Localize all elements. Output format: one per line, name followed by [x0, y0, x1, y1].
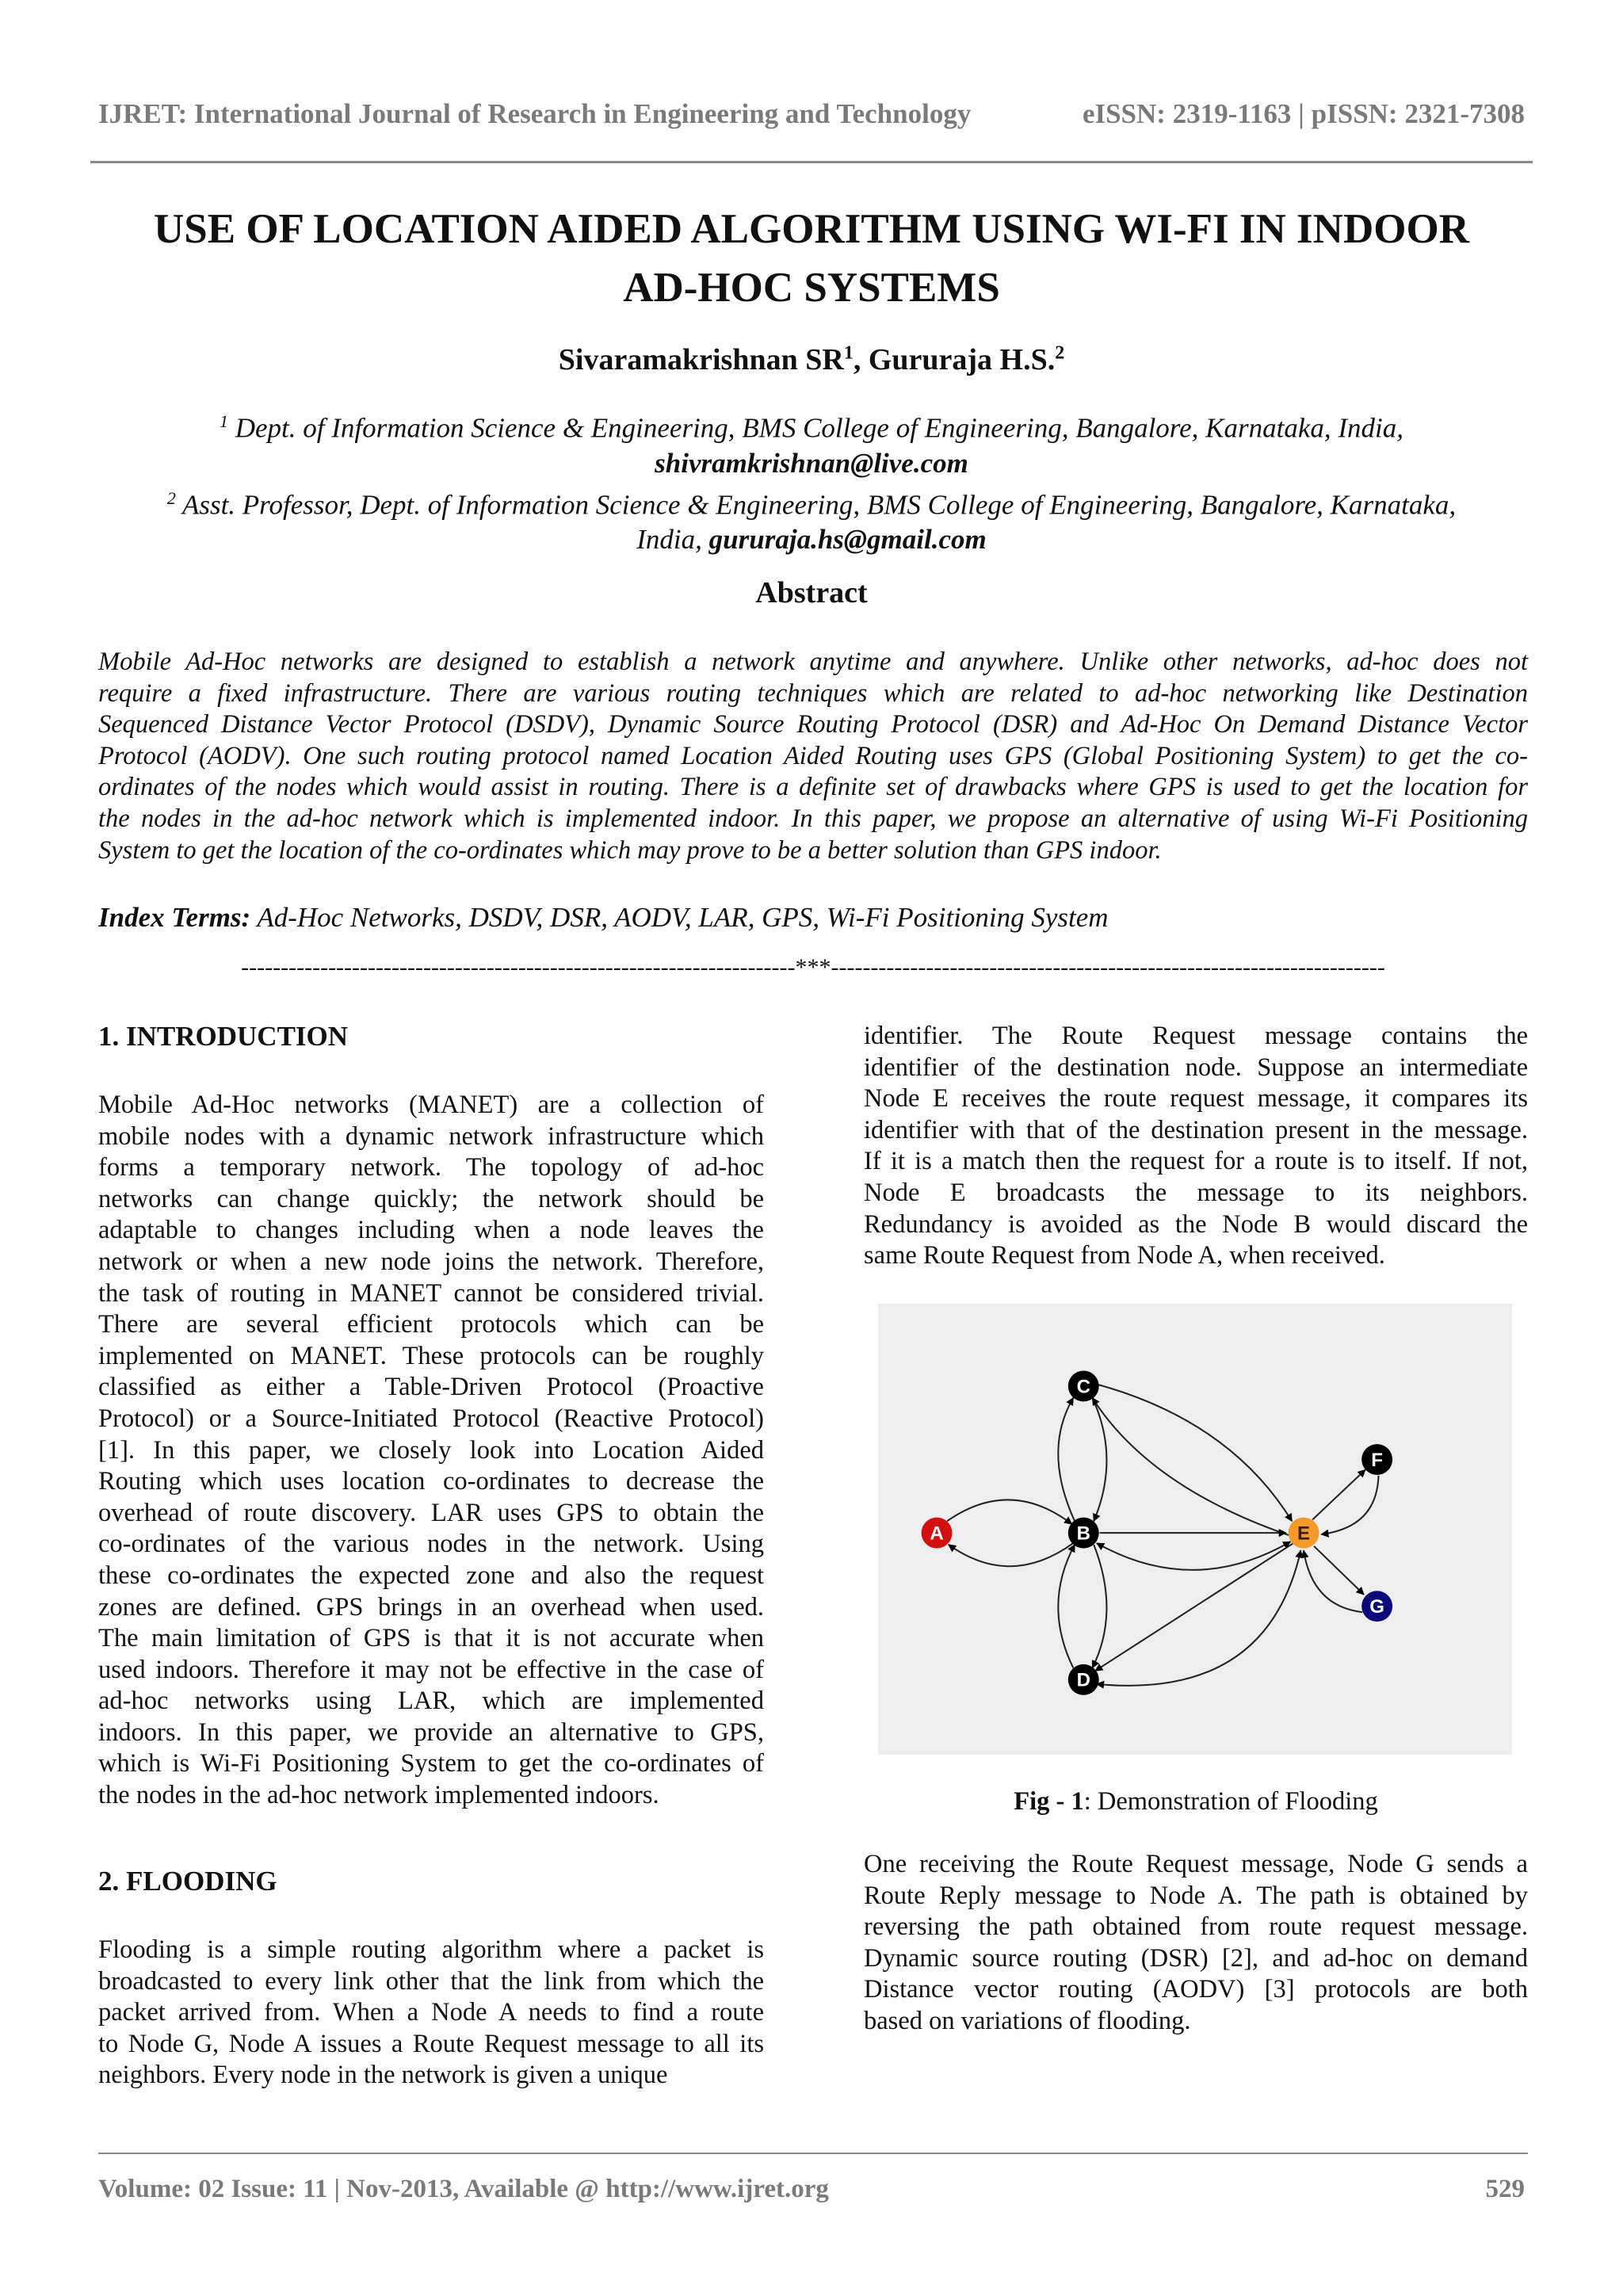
text-line: Redundancy is avoided as the Node B would discard the [864, 1209, 1528, 1239]
author-sup: 1 [843, 342, 854, 364]
node-g [1361, 1591, 1392, 1622]
affiliations [0, 404, 1623, 557]
edge-G-E [1304, 1550, 1362, 1612]
text-line: Dynamic source routing (DSR) [2], and ad-hoc on demand [864, 1943, 1528, 1973]
text-line: indoors. In this paper, we provide an alternative to GPS, [98, 1717, 764, 1747]
abstract-heading: Abstract [755, 576, 868, 609]
footer-rule [98, 2153, 1528, 2154]
edge-E-G [1314, 1546, 1364, 1595]
text-line: the task of routing in MANET cannot be considered trivial. [98, 1278, 764, 1308]
section-heading: 2. FLOODING [98, 1866, 277, 1897]
node-b [1068, 1518, 1099, 1549]
text-line: these co-ordinates the expected zone and also the request [98, 1561, 764, 1590]
text-line: Distance vector routing (AODV) [3] protocols are both [864, 1975, 1528, 2004]
node-label: C [1076, 1376, 1090, 1398]
text-line: adaptable to changes including when a node leaves the [98, 1216, 764, 1245]
text-line: Mobile Ad-Hoc networks are designed to establish a network anytime and anywhere. Unlike other networks, ad-hoc does not [98, 648, 1528, 676]
paper-title [0, 200, 1623, 317]
text-line: which is Wi-Fi Positioning System to get the co-ordinates of [98, 1749, 764, 1778]
text-line: require a fixed infrastructure. There are various routing techniques which are related to ad-hoc networking like Destination [98, 678, 1528, 708]
author-name: Sivaramakrishnan SR [558, 343, 844, 376]
text-line: the nodes in the ad-hoc network implemented indoors. [98, 1781, 659, 1810]
text-line: Protocol) or a Source-Initiated Protocol (Reactive Protocol) [98, 1404, 764, 1433]
text-line: Sequenced Distance Vector Protocol (DSDV), Dynamic Source Routing Protocol (DSR) and Ad-Hoc On Demand Distance Vector [98, 710, 1528, 739]
text-line: co-ordinates of the various nodes in the network. Using [98, 1530, 764, 1559]
text-line: zones are defined. GPS brings in an overhead when used. [98, 1592, 764, 1622]
text-line: neighbors. Every node in the network is given a unique [98, 2061, 668, 2090]
text-line: The main limitation of GPS is that it is not accurate when [98, 1624, 764, 1653]
text-line: identifier of the destination node. Suppose an intermediate [864, 1052, 1528, 1082]
route-reply-paragraph [864, 1849, 1528, 2038]
edge-E-C [1092, 1398, 1290, 1536]
edge-B-D [1092, 1545, 1106, 1668]
edge-A-B [947, 1499, 1071, 1524]
section-heading: 1. INTRODUCTION [98, 1021, 349, 1052]
flooding-figure [878, 1304, 1512, 1755]
section-separator: ----------------------------------------------------------------------***---------------------------------------------------------------------- [241, 954, 1385, 980]
text-line: [1]. In this paper, we closely look into Location Aided [98, 1435, 764, 1465]
node-label: F [1371, 1449, 1383, 1471]
text-line: networks can change quickly; the network should be [98, 1184, 764, 1213]
node-a [922, 1518, 953, 1549]
text-line: ad-hoc networks using LAR, which are implemented [98, 1687, 764, 1716]
text-line: reversing the path obtained from route request message. [864, 1912, 1528, 1942]
node-label: E [1297, 1522, 1311, 1545]
aff-sup: 2 [166, 487, 176, 508]
journal-name: IJRET: International Journal of Research in Engineering and Technology [98, 98, 972, 129]
node-c [1068, 1371, 1099, 1402]
index-terms [98, 902, 1109, 934]
text-line: There are several efficient protocols which can be [98, 1310, 764, 1339]
author-email[interactable]: shivramkrishnan@live.com [655, 447, 968, 479]
node-d [1068, 1664, 1099, 1695]
edge-E-B [1097, 1541, 1290, 1570]
text-line: packet arrived from. When a Node A needs to find a route [98, 1998, 764, 2027]
flooding-paragraph [98, 1935, 764, 2092]
text-line: based on variations of flooding. [864, 2006, 1191, 2035]
text-line: implemented on MANET. These protocols can be roughly [98, 1341, 764, 1370]
text-line: ordinates of the nodes which would assist in routing. There is a definite set of drawbacks where GPS is used to get the location for [98, 773, 1528, 802]
node-label: D [1076, 1669, 1090, 1691]
text-line: identifier. The Route Request message contains the [864, 1022, 1528, 1050]
text-line: Route Reply message to Node A. The path is obtained by [864, 1881, 1528, 1910]
author-email[interactable]: gururaja.hs@gmail.com [708, 524, 987, 556]
text-line: Mobile Ad-Hoc networks (MANET) are a collection of [98, 1091, 764, 1119]
text-line: Protocol (AODV). One such routing protocol named Location Aided Routing uses GPS (Global Positioning System) to get the co- [98, 741, 1528, 770]
caption-label: Fig - 1 [1014, 1787, 1084, 1816]
edge-D-B [1058, 1545, 1075, 1668]
text-line: Node E receives the route request message, it compares its [864, 1084, 1528, 1114]
text-line: identifier with that of the destination present in the message. [864, 1115, 1528, 1144]
text-line: used indoors. Therefore it may not be effective in the case of [98, 1655, 764, 1684]
text-line: mobile nodes with a dynamic network infrastructure which [98, 1121, 764, 1151]
node-f [1361, 1444, 1392, 1475]
flooding-graph [878, 1304, 1512, 1755]
intro-paragraph [98, 1090, 764, 1812]
node-label: A [930, 1522, 944, 1545]
text-line: Routing which uses location co-ordinates to decrease the [98, 1467, 764, 1496]
index-terms-label: Index Terms: [98, 902, 251, 933]
author-sup: 2 [1055, 342, 1065, 364]
text-line: overhead of route discovery. LAR uses GPS to obtain the [98, 1498, 764, 1527]
aff-text: Dept. of Information Science & Engineering, BMS College of Engineering, Bangalore, Karnataka, India, [227, 412, 1404, 444]
text-line: to Node G, Node A issues a Route Request message to all its [98, 2029, 764, 2058]
index-terms-text: Ad-Hoc Networks, DSDV, DSR, AODV, LAR, GPS, Wi-Fi Positioning System [250, 902, 1109, 933]
header-rule [90, 161, 1533, 163]
author-name: Gururaja H.S. [868, 343, 1056, 376]
title-line: AD-HOC SYSTEMS [623, 265, 1000, 311]
text-line: If it is a match then the request for a route is to itself. If not, [864, 1147, 1528, 1176]
text-line: System to get the location of the co-ordinates which may prove to be a better solution than GPS indoor. [98, 835, 1162, 865]
node-e [1289, 1518, 1319, 1549]
edge-E-F [1312, 1470, 1365, 1520]
text-line: the nodes in the ad-hoc network which is implemented indoor. In this paper, we propose an alternative of using Wi-Fi Positioning [98, 804, 1528, 833]
author-sep: , [853, 343, 869, 376]
footer-volume: Volume: 02 Issue: 11 | Nov-2013, Available @ http://www.ijret.org [98, 2175, 829, 2203]
figure-caption [864, 1787, 1528, 1817]
route-request-paragraph [864, 1021, 1528, 1272]
aff-text: India, [636, 524, 709, 556]
edge-B-C [1058, 1398, 1075, 1522]
node-label: B [1076, 1522, 1090, 1545]
text-line: Node E broadcasts the message to its neighbors. [864, 1178, 1528, 1207]
aff-sup: 1 [219, 411, 228, 431]
text-line: classified as either a Table-Driven Protocol (Proactive [98, 1373, 764, 1402]
page-number: 529 [1485, 2175, 1525, 2203]
edge-C-E [1098, 1385, 1292, 1521]
edge-D-E [1097, 1550, 1300, 1686]
title-line: USE OF LOCATION AIDED ALGORITHM USING WI-FI IN INDOOR [154, 206, 1469, 252]
issn: eISSN: 2319-1163 | pISSN: 2321-7308 [1082, 98, 1525, 129]
node-label: G [1369, 1596, 1384, 1618]
abstract-body [98, 647, 1528, 866]
text-line: same Route Request from Node A, when received. [864, 1241, 1385, 1270]
edge-B-A [949, 1543, 1073, 1566]
text-line: broadcasted to every link other that the link from which the [98, 1966, 764, 1996]
text-line: forms a temporary network. The topology of ad-hoc [98, 1153, 764, 1182]
text-line: One receiving the Route Request message, Node G sends a [864, 1850, 1528, 1878]
text-line: Flooding is a simple routing algorithm where a packet is [98, 1935, 764, 1964]
aff-text: Asst. Professor, Dept. of Information Science & Engineering, BMS College of Engineering, Bangalore, Karnataka, [175, 489, 1457, 521]
text-line: network or when a new node joins the network. Therefore, [98, 1247, 764, 1276]
authors [0, 342, 1623, 377]
edge-E-D [1095, 1543, 1293, 1671]
caption-text: : Demonstration of Flooding [1083, 1787, 1378, 1816]
